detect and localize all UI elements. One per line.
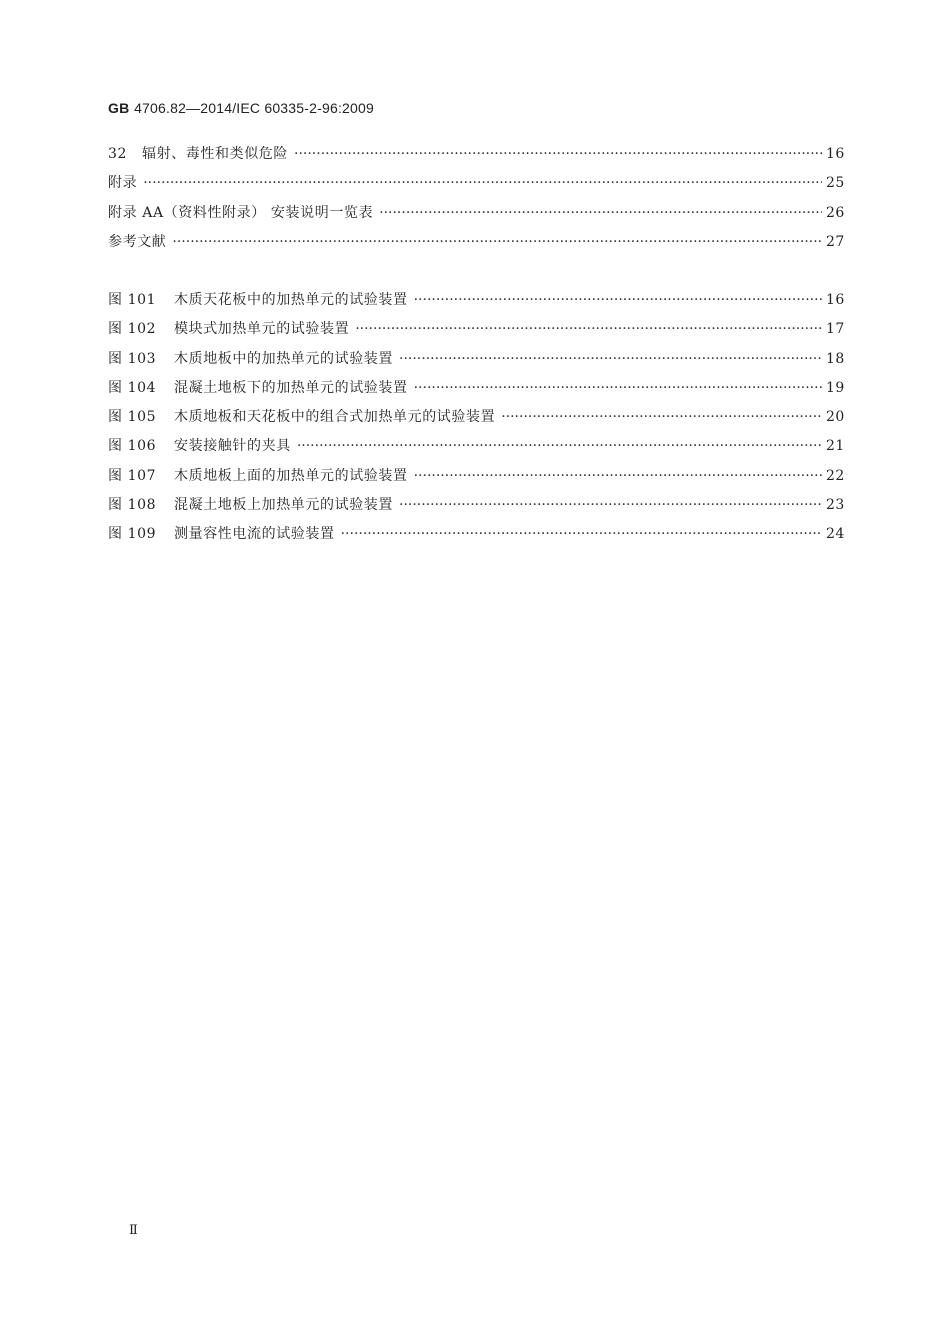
toc-entry-number: 32 (108, 146, 128, 162)
toc-figure-number: 图 106 (108, 438, 157, 455)
toc-figure-page: 18 (826, 350, 845, 367)
toc-entry[interactable] (108, 202, 844, 231)
toc-figure-title: 木质天花板中的加热单元的试验装置 (174, 292, 408, 308)
toc-entry-title: 辐射、毒性和类似危险 (142, 146, 288, 162)
toc-entry[interactable] (108, 172, 844, 201)
toc-figure-number: 图 109 (108, 526, 157, 543)
toc-leader-dots (414, 292, 822, 308)
toc-figure-entry[interactable] (108, 465, 844, 494)
toc-figure-entry[interactable] (108, 289, 844, 318)
toc-entry-title: 附录 (108, 175, 138, 192)
toc-figure-entry[interactable] (108, 494, 844, 523)
toc-leader-dots (501, 409, 822, 425)
toc-figure-title: 安装接触针的夹具 (174, 438, 291, 455)
toc-figure-page: 22 (826, 467, 845, 484)
toc-figure-page: 24 (826, 526, 845, 543)
toc-figure-page: 16 (826, 292, 845, 308)
toc-figure-entry[interactable] (108, 523, 844, 552)
toc-figure-page: 21 (826, 438, 845, 455)
toc-figure-entry[interactable] (108, 406, 844, 435)
toc-leader-dots (414, 380, 822, 396)
standard-prefix: GB (108, 100, 130, 116)
toc-figure-title: 混凝土地板下的加热单元的试验装置 (174, 379, 408, 396)
toc-figure-title: 木质地板上面的加热单元的试验装置 (174, 467, 408, 484)
toc-sections (108, 143, 844, 260)
toc-leader-dots (399, 497, 822, 513)
toc-figure-number: 图 107 (108, 467, 157, 484)
document-header (108, 100, 374, 117)
toc-figure-title: 木质地板和天花板中的组合式加热单元的试验装置 (174, 409, 496, 426)
toc-figure-number: 图 102 (108, 321, 157, 338)
toc-figure-entry[interactable] (108, 435, 844, 464)
toc-figure-title: 木质地板中的加热单元的试验装置 (174, 350, 393, 367)
toc-leader-dots (379, 205, 822, 221)
toc-figure-number: 图 101 (108, 292, 157, 308)
toc-entry[interactable] (108, 143, 844, 172)
toc-entry-title: 参考文献 (108, 233, 167, 250)
toc-figure-number: 图 103 (108, 350, 157, 367)
toc-figure-number: 图 104 (108, 379, 157, 396)
toc-figure-entry[interactable] (108, 348, 844, 377)
standard-code: 4706.82—2014/IEC 60335-2-96:2009 (134, 100, 374, 116)
toc-entry-title: 附录 AA（资料性附录） 安装说明一览表 (108, 204, 374, 221)
toc-leader-dots (414, 468, 822, 484)
toc-leader-dots (172, 234, 822, 250)
toc-leader-dots (355, 321, 822, 337)
toc-entry-page: 16 (826, 146, 845, 162)
toc-figure-title: 混凝土地板上加热单元的试验装置 (174, 497, 393, 514)
toc-entry-page: 26 (826, 204, 845, 221)
toc-entry-page: 25 (826, 175, 845, 192)
page-number: Ⅱ (129, 1222, 138, 1237)
toc-leader-dots (294, 146, 822, 162)
toc-figure-number: 图 108 (108, 497, 157, 514)
toc-leader-dots (399, 351, 822, 367)
toc-figure-title: 测量容性电流的试验装置 (174, 526, 335, 543)
toc-figure-number: 图 105 (108, 409, 157, 426)
toc-entry[interactable] (108, 231, 844, 260)
toc-figure-page: 23 (826, 497, 845, 514)
toc-figure-entry[interactable] (108, 318, 844, 347)
toc-figure-page: 19 (826, 379, 845, 396)
toc-figure-page: 20 (826, 409, 845, 426)
toc-leader-dots (341, 526, 822, 542)
toc-figure-entry[interactable] (108, 377, 844, 406)
toc-figure-title: 模块式加热单元的试验装置 (174, 321, 350, 338)
toc-leader-dots (143, 175, 822, 191)
toc-leader-dots (297, 438, 822, 454)
toc-figure-page: 17 (826, 321, 845, 338)
toc-entry-page: 27 (826, 233, 845, 250)
toc-figures (108, 289, 844, 553)
